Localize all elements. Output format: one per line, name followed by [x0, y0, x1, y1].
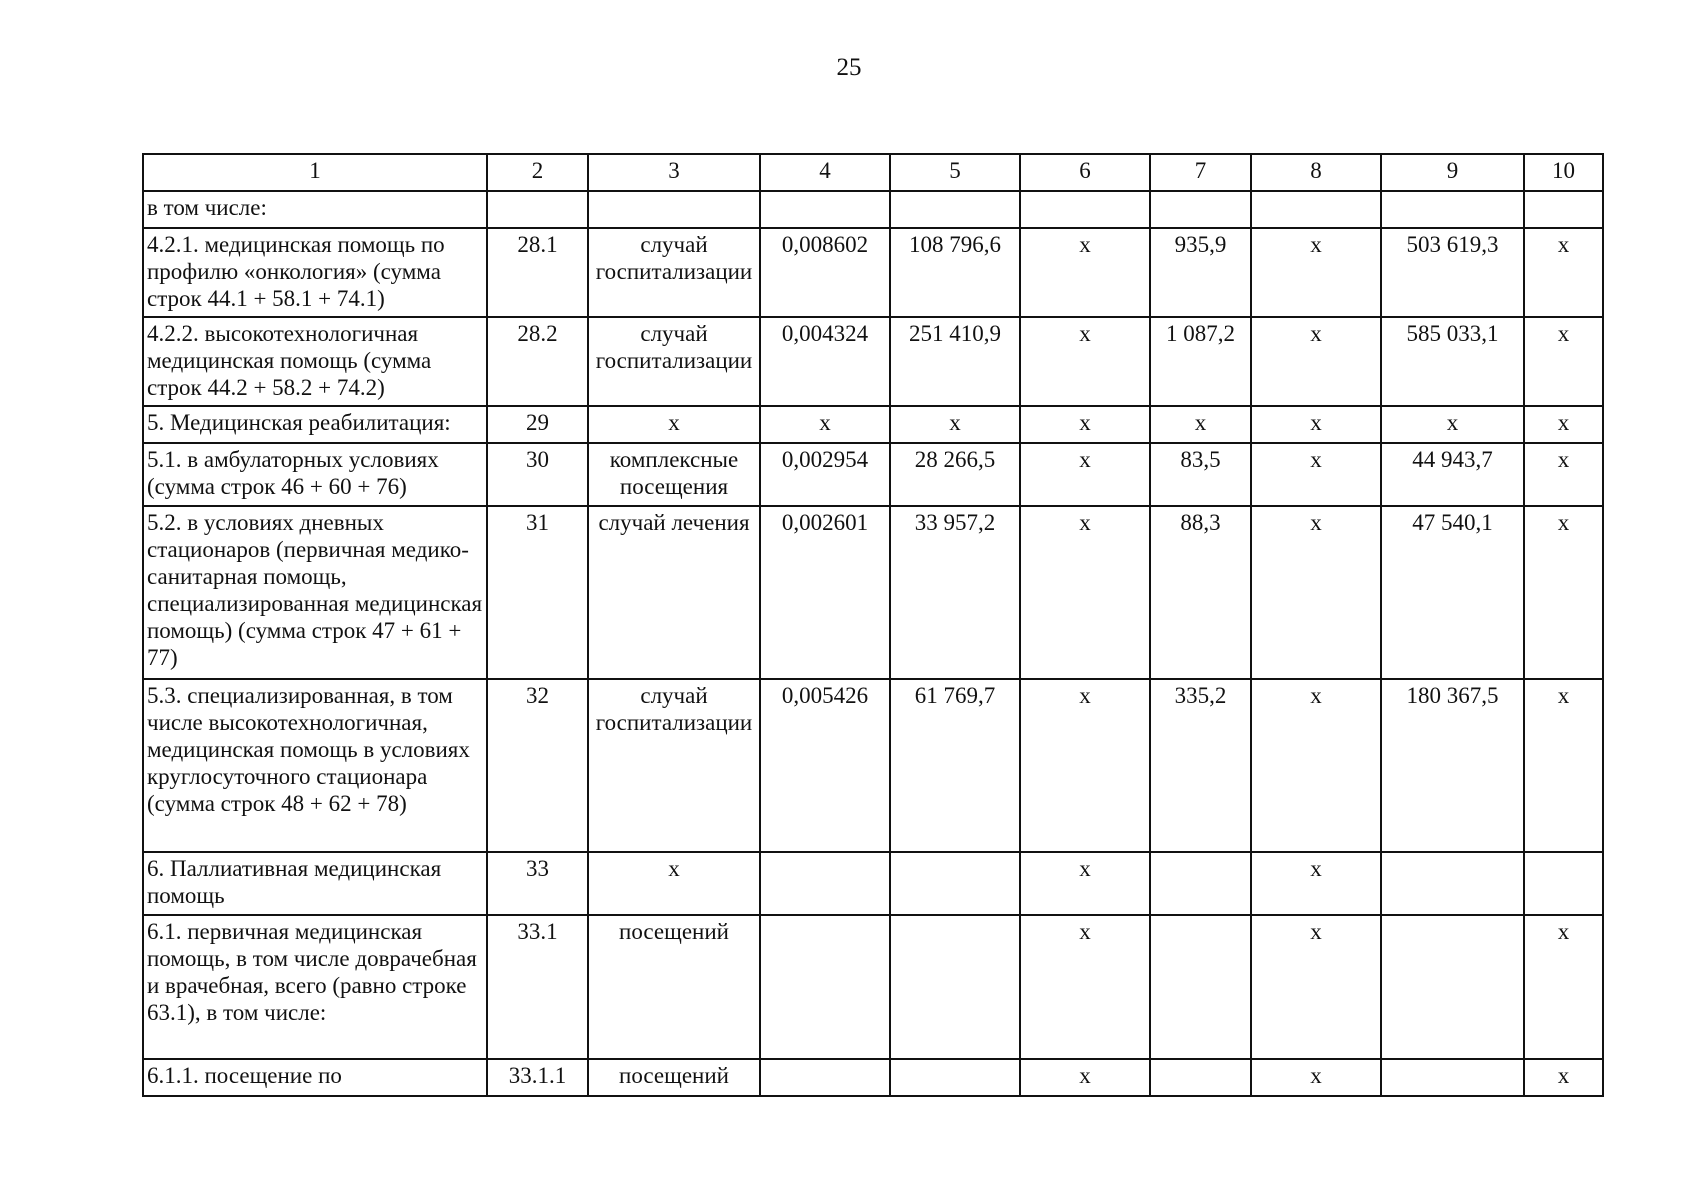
- table-cell: 33.1: [487, 915, 588, 1059]
- table-cell: 30: [487, 443, 588, 506]
- table-cell: случай госпитализации: [588, 317, 760, 406]
- table-cell: 31: [487, 506, 588, 679]
- row-label: 6.1.1. посещение по: [143, 1059, 487, 1096]
- page-number: 25: [836, 54, 862, 81]
- table-cell: х: [1251, 852, 1381, 915]
- table-cell: х: [1020, 915, 1150, 1059]
- table-cell: х: [1020, 852, 1150, 915]
- table-cell: х: [1251, 506, 1381, 679]
- row-label: 4.2.2. высокотехнологичная медицинская помощь (сумма строк 44.2 + 58.2 + 74.2): [143, 317, 487, 406]
- table-cell: 503 619,3: [1381, 228, 1524, 317]
- header-cell: 4: [760, 154, 890, 191]
- table-cell: х: [1020, 679, 1150, 852]
- table-cell: х: [1524, 506, 1603, 679]
- table-cell: 33: [487, 852, 588, 915]
- table-cell: х: [1020, 1059, 1150, 1096]
- table-cell: 0,004324: [760, 317, 890, 406]
- table-cell: х: [1251, 406, 1381, 443]
- table-cell: х: [1020, 317, 1150, 406]
- table-cell: 0,002954: [760, 443, 890, 506]
- table-cell: 29: [487, 406, 588, 443]
- header-cell: 3: [588, 154, 760, 191]
- table-cell: [760, 1059, 890, 1096]
- table-cell: [760, 852, 890, 915]
- table-row: [143, 852, 1603, 915]
- table-cell: 0,008602: [760, 228, 890, 317]
- table-cell: х: [1020, 506, 1150, 679]
- table-cell: 251 410,9: [890, 317, 1020, 406]
- table-cell: 28.2: [487, 317, 588, 406]
- data-table: [142, 153, 1604, 1097]
- table-cell: посещений: [588, 1059, 760, 1096]
- header-cell: 7: [1150, 154, 1251, 191]
- table-row: [143, 1059, 1603, 1096]
- table-cell: 585 033,1: [1381, 317, 1524, 406]
- table-row: [143, 317, 1603, 406]
- table-cell: [1020, 191, 1150, 228]
- table-cell: [890, 915, 1020, 1059]
- table-cell: х: [1251, 443, 1381, 506]
- header-cell: 5: [890, 154, 1020, 191]
- table-cell: [890, 852, 1020, 915]
- table-cell: х: [1524, 443, 1603, 506]
- table-cell: случай лечения: [588, 506, 760, 679]
- table-cell: х: [1251, 915, 1381, 1059]
- table-cell: х: [1020, 443, 1150, 506]
- table-cell: х: [1020, 228, 1150, 317]
- table-cell: х: [1381, 406, 1524, 443]
- table-row: [143, 228, 1603, 317]
- header-cell: 6: [1020, 154, 1150, 191]
- table-cell: 33.1.1: [487, 1059, 588, 1096]
- table-cell: [760, 915, 890, 1059]
- table-cell: х: [1251, 228, 1381, 317]
- table-cell: х: [1524, 406, 1603, 443]
- table-cell: х: [1524, 1059, 1603, 1096]
- table-cell: 1 087,2: [1150, 317, 1251, 406]
- table-cell: 47 540,1: [1381, 506, 1524, 679]
- header-cell: 8: [1251, 154, 1381, 191]
- table-row: [143, 506, 1603, 679]
- table-cell: х: [1251, 1059, 1381, 1096]
- table-cell: [1150, 191, 1251, 228]
- table-cell: [1381, 1059, 1524, 1096]
- row-label: 6.1. первичная медицинская помощь, в том числе доврачебная и врачебная, всего (равно строке 63.1), в том числе:: [143, 915, 487, 1059]
- table-cell: [1381, 852, 1524, 915]
- table-cell: [1381, 191, 1524, 228]
- table-row: [143, 191, 1603, 228]
- table-cell: 28.1: [487, 228, 588, 317]
- header-cell: 1: [143, 154, 487, 191]
- table-cell: [760, 191, 890, 228]
- table-cell: х: [760, 406, 890, 443]
- table-cell: случай госпитализации: [588, 228, 760, 317]
- table-cell: посещений: [588, 915, 760, 1059]
- table-cell: 32: [487, 679, 588, 852]
- row-label: 5.2. в условиях дневных стационаров (первичная медико-санитарная помощь, специализированная медицинская помощь) (сумма строк 47 + 61 + 77): [143, 506, 487, 679]
- table-cell: [1150, 1059, 1251, 1096]
- table-cell: х: [588, 852, 760, 915]
- table-cell: х: [1020, 406, 1150, 443]
- row-label: 5.3. специализированная, в том числе высокотехнологичная, медицинская помощь в условиях круглосуточного стационара (сумма строк 48 + 62 + 78): [143, 679, 487, 852]
- table-cell: 44 943,7: [1381, 443, 1524, 506]
- table-cell: [1524, 191, 1603, 228]
- table-cell: [1150, 852, 1251, 915]
- table-row: [143, 915, 1603, 1059]
- table-cell: 0,002601: [760, 506, 890, 679]
- table-cell: [1524, 852, 1603, 915]
- table-row: [143, 406, 1603, 443]
- table-cell: [487, 191, 588, 228]
- table-cell: 335,2: [1150, 679, 1251, 852]
- table-cell: 0,005426: [760, 679, 890, 852]
- table-cell: случай госпитализации: [588, 679, 760, 852]
- table-cell: [1150, 915, 1251, 1059]
- table-cell: х: [1524, 679, 1603, 852]
- table-cell: х: [1251, 317, 1381, 406]
- table-cell: х: [588, 406, 760, 443]
- row-label: 6. Паллиативная медицинская помощь: [143, 852, 487, 915]
- table-cell: х: [890, 406, 1020, 443]
- table-cell: [890, 191, 1020, 228]
- table-cell: 61 769,7: [890, 679, 1020, 852]
- table-cell: х: [1251, 679, 1381, 852]
- header-row: [143, 154, 1603, 191]
- table-cell: 935,9: [1150, 228, 1251, 317]
- table-cell: 180 367,5: [1381, 679, 1524, 852]
- table-cell: х: [1150, 406, 1251, 443]
- table-cell: 83,5: [1150, 443, 1251, 506]
- table-cell: х: [1524, 915, 1603, 1059]
- table-cell: [1381, 915, 1524, 1059]
- table-row: [143, 679, 1603, 852]
- row-label: 5. Медицинская реабилитация:: [143, 406, 487, 443]
- header-cell: 9: [1381, 154, 1524, 191]
- table-cell: 33 957,2: [890, 506, 1020, 679]
- header-cell: 2: [487, 154, 588, 191]
- header-cell: 10: [1524, 154, 1603, 191]
- table-cell: х: [1524, 228, 1603, 317]
- table-cell: 28 266,5: [890, 443, 1020, 506]
- table-cell: 108 796,6: [890, 228, 1020, 317]
- table-cell: [890, 1059, 1020, 1096]
- table-cell: комплексные посещения: [588, 443, 760, 506]
- row-label: 5.1. в амбулаторных условиях (сумма строк 46 + 60 + 76): [143, 443, 487, 506]
- row-label: в том числе:: [143, 191, 487, 228]
- table-cell: [588, 191, 760, 228]
- row-label: 4.2.1. медицинская помощь по профилю «онкология» (сумма строк 44.1 + 58.1 + 74.1): [143, 228, 487, 317]
- table-row: [143, 443, 1603, 506]
- table-cell: х: [1524, 317, 1603, 406]
- table-cell: 88,3: [1150, 506, 1251, 679]
- table-cell: [1251, 191, 1381, 228]
